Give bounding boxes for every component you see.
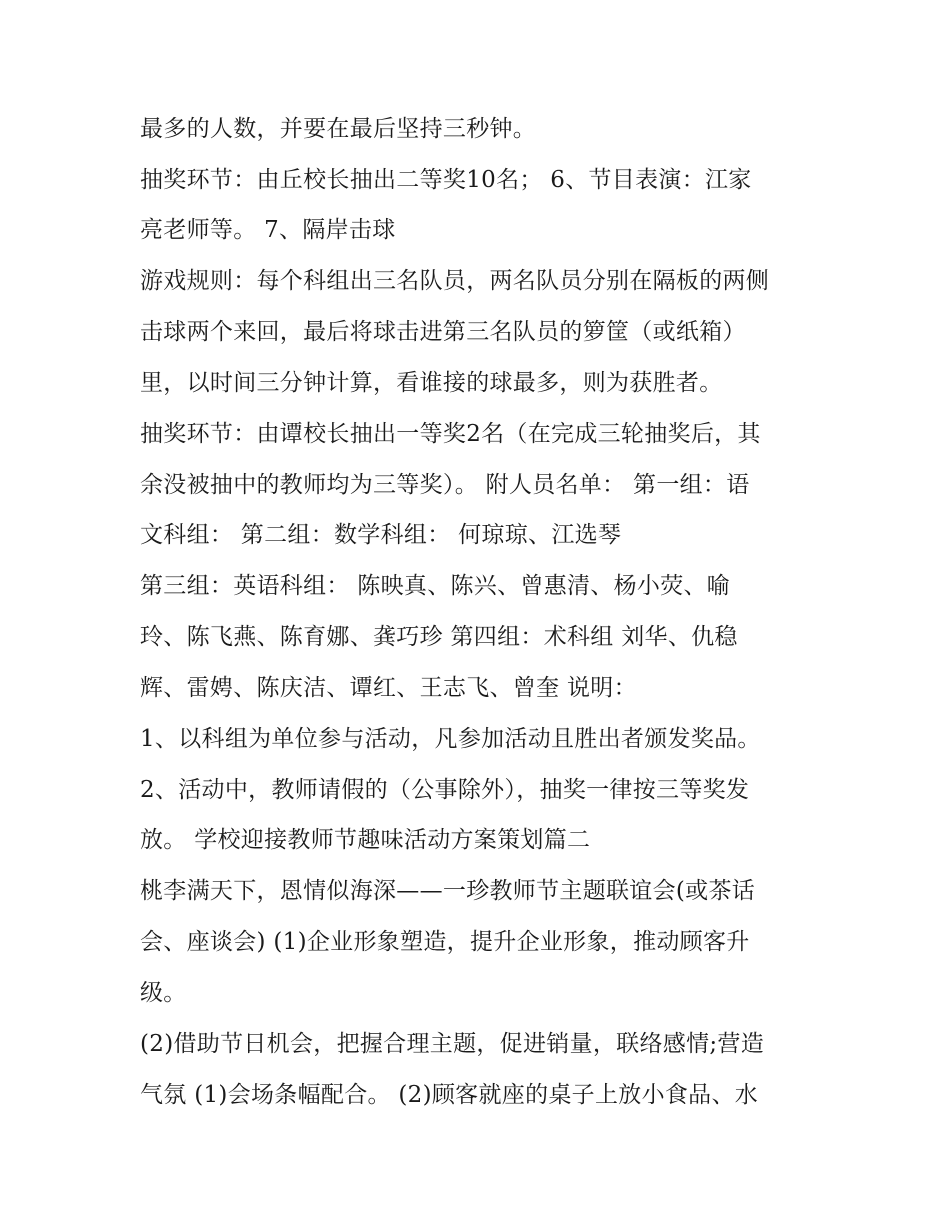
text-line: 游戏规则：每个科组出三名队员，两名队员分别在隔板的两侧 — [140, 268, 770, 294]
text-line: 气氛 (1)会场条幅配合。 (2)顾客就座的桌子上放小食品、水 — [140, 1082, 759, 1108]
text-line: (2)借助节日机会，把握合理主题，促进销量，联络感情;营造 — [140, 1031, 765, 1057]
text-line: 抽奖环节：由谭校长抽出一等奖2名（在完成三轮抽奖后，其 — [140, 421, 761, 447]
text-line: 亮老师等。 7、隔岸击球 — [140, 217, 396, 243]
text-line: 玲、陈飞燕、陈育娜、龚巧珍 第四组：术科组 刘华、仇稳 — [140, 624, 738, 650]
text-line: 会、座谈会) (1)企业形象塑造，提升企业形象，推动顾客升 — [140, 929, 750, 955]
text-line: 余没被抽中的教师均为三等奖）。 附人员名单： 第一组：语 — [140, 472, 750, 498]
text-line: 2、活动中，教师请假的（公事除外），抽奖一律按三等奖发 — [140, 777, 750, 803]
text-line: 里，以时间三分钟计算，看谁接的球最多，则为获胜者。 — [140, 370, 723, 396]
text-line: 最多的人数，并要在最后坚持三秒钟。 — [140, 116, 537, 142]
text-line: 文科组： 第二组：数学科组： 何琼琼、江选琴 — [140, 522, 622, 548]
text-line: 放。 学校迎接教师节趣味活动方案策划篇二 — [140, 827, 591, 853]
text-line: 级。 — [140, 980, 187, 1006]
text-line: 抽奖环节：由丘校长抽出二等奖10名； 6、节目表演：江家 — [140, 167, 752, 193]
text-line: 桃李满天下，恩情似海深——一珍教师节主题联谊会(或茶话 — [140, 878, 756, 904]
text-line: 第三组：英语科组： 陈映真、陈兴、曾惠清、杨小荧、喻 — [140, 573, 731, 599]
text-line: 辉、雷娉、陈庆洁、谭红、王志飞、曾奎 说明： — [140, 675, 637, 701]
text-line: 1、以科组为单位参与活动，凡参加活动且胜出者颁发奖品。 — [140, 726, 761, 752]
text-line: 击球两个来回，最后将球击进第三名队员的箩筐（或纸箱） — [140, 319, 746, 345]
